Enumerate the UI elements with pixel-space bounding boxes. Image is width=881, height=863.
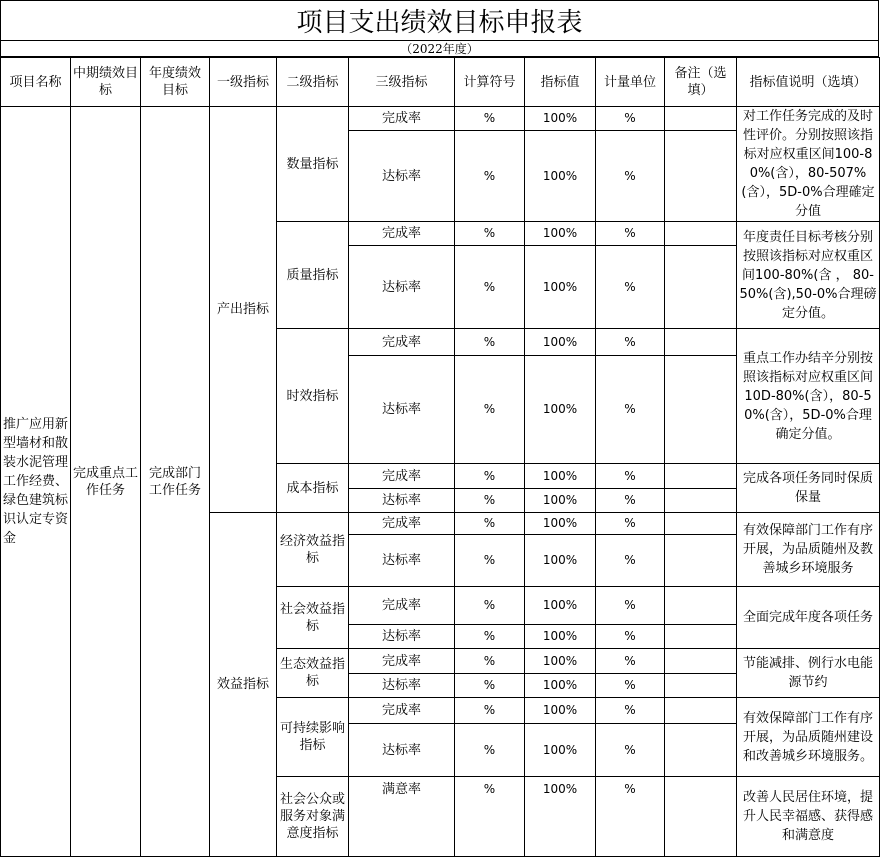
unit-cell: %	[596, 356, 665, 464]
level3-cell: 完成率	[349, 329, 455, 356]
symbol-cell: %	[455, 587, 525, 625]
value-cell: 100%	[525, 464, 596, 489]
value-cell: 100%	[525, 724, 596, 777]
level2-timeliness-cell: 时效指标	[277, 329, 349, 464]
remark-cell	[665, 489, 737, 513]
sheet-title: 项目支出绩效目标申报表	[0, 0, 879, 40]
symbol-cell: %	[455, 513, 525, 535]
header-cell: 指标值	[525, 58, 596, 107]
level3-cell: 达标率	[349, 535, 455, 587]
value-cell: 100%	[525, 222, 596, 246]
desc-social-cell: 全面完成年度各项任务	[737, 587, 880, 649]
remark-cell	[665, 356, 737, 464]
level3-cell: 满意率	[349, 777, 455, 857]
symbol-cell: %	[455, 356, 525, 464]
symbol-cell: %	[455, 649, 525, 674]
unit-cell: %	[596, 222, 665, 246]
value-cell: 100%	[525, 674, 596, 698]
value-cell: 100%	[525, 131, 596, 222]
unit-cell: %	[596, 464, 665, 489]
value-cell: 100%	[525, 535, 596, 587]
unit-cell: %	[596, 777, 665, 857]
desc-quality-cell: 年度责任目标考核分别按照该指标对应权重区间100-80%(含 ， 80-50%(含),50-0%合理磅定分值。	[737, 222, 880, 329]
remark-cell	[665, 724, 737, 777]
remark-cell	[665, 513, 737, 535]
value-cell: 100%	[525, 649, 596, 674]
level3-cell: 完成率	[349, 107, 455, 131]
remark-cell	[665, 674, 737, 698]
desc-timeliness-cell: 重点工作办结辛分别按照该指标对应权重区间10D-80%(含），80-50%(含），5D-0%合理确定分值。	[737, 329, 880, 464]
level3-cell: 完成率	[349, 513, 455, 535]
level2-economic-cell: 经济效益指标	[277, 513, 349, 587]
value-cell: 100%	[525, 698, 596, 724]
level2-ecological-cell: 生态效益指标	[277, 649, 349, 698]
header-cell: 项目名称	[1, 58, 71, 107]
symbol-cell: %	[455, 724, 525, 777]
symbol-cell: %	[455, 222, 525, 246]
symbol-cell: %	[455, 535, 525, 587]
header-cell: 计量单位	[596, 58, 665, 107]
symbol-cell: %	[455, 329, 525, 356]
level3-cell: 达标率	[349, 246, 455, 329]
remark-cell	[665, 246, 737, 329]
indicator-table	[0, 57, 880, 857]
midterm-goal-cell: 完成重点工作任务	[71, 107, 141, 857]
remark-cell	[665, 777, 737, 857]
symbol-cell: %	[455, 698, 525, 724]
annual-goal-cell: 完成部门工作任务	[141, 107, 210, 857]
level1-output-cell: 产出指标	[210, 107, 277, 513]
header-cell: 年度绩效目标	[141, 58, 210, 107]
unit-cell: %	[596, 698, 665, 724]
value-cell: 100%	[525, 587, 596, 625]
header-cell: 计算符号	[455, 58, 525, 107]
level2-satisfaction-cell: 社会公众或服务对象满意度指标	[277, 777, 349, 857]
level3-cell: 达标率	[349, 131, 455, 222]
level3-cell: 达标率	[349, 724, 455, 777]
desc-quantity-cell: 对工作任务完成的及时性评价。分别按照该指标对应权重区间100-80%(含），80-507%(含），5D-0%合理確定分值	[737, 107, 880, 222]
unit-cell: %	[596, 131, 665, 222]
unit-cell: %	[596, 513, 665, 535]
desc-sustainable-cell: 有效保障部门工作有序开展，为品质随州建设和改善城乡环境服务。	[737, 698, 880, 777]
remark-cell	[665, 587, 737, 625]
level3-cell: 完成率	[349, 649, 455, 674]
header-cell: 一级指标	[210, 58, 277, 107]
symbol-cell: %	[455, 777, 525, 857]
symbol-cell: %	[455, 246, 525, 329]
value-cell: 100%	[525, 329, 596, 356]
symbol-cell: %	[455, 625, 525, 649]
symbol-cell: %	[455, 464, 525, 489]
remark-cell	[665, 625, 737, 649]
level2-sustainable-cell: 可持续影响指标	[277, 698, 349, 777]
value-cell: 100%	[525, 107, 596, 131]
remark-cell	[665, 329, 737, 356]
symbol-cell: %	[455, 489, 525, 513]
level3-cell: 完成率	[349, 587, 455, 625]
unit-cell: %	[596, 246, 665, 329]
level2-cost-cell: 成本指标	[277, 464, 349, 513]
level2-quantity-cell: 数量指标	[277, 107, 349, 222]
header-cell: 指标值说明（选填）	[737, 58, 880, 107]
sheet-subtitle: （2022年度）	[0, 40, 879, 57]
value-cell: 100%	[525, 356, 596, 464]
level2-social-cell: 社会效益指标	[277, 587, 349, 649]
desc-cost-cell: 完成各项任务同时保质保量	[737, 464, 880, 513]
symbol-cell: %	[455, 131, 525, 222]
remark-cell	[665, 107, 737, 131]
value-cell: 100%	[525, 489, 596, 513]
level3-cell: 完成率	[349, 464, 455, 489]
unit-cell: %	[596, 329, 665, 356]
level1-benefit-cell: 效益指标	[210, 513, 277, 857]
level3-cell: 达标率	[349, 489, 455, 513]
table-header-row	[1, 58, 880, 107]
level3-cell: 完成率	[349, 698, 455, 724]
remark-cell	[665, 131, 737, 222]
level3-cell: 达标率	[349, 356, 455, 464]
unit-cell: %	[596, 489, 665, 513]
unit-cell: %	[596, 535, 665, 587]
unit-cell: %	[596, 724, 665, 777]
desc-ecological-cell: 节能减排、例行水电能源节约	[737, 649, 880, 698]
unit-cell: %	[596, 625, 665, 649]
level3-cell: 完成率	[349, 222, 455, 246]
level2-quality-cell: 质量指标	[277, 222, 349, 329]
remark-cell	[665, 222, 737, 246]
header-cell: 二级指标	[277, 58, 349, 107]
value-cell: 100%	[525, 513, 596, 535]
unit-cell: %	[596, 649, 665, 674]
value-cell: 100%	[525, 777, 596, 857]
value-cell: 100%	[525, 625, 596, 649]
project-name-cell: 推广应用新型墙材和散装水泥管理工作经费、绿色建筑标识认定专资金	[1, 107, 71, 857]
remark-cell	[665, 464, 737, 489]
table-row	[1, 107, 880, 131]
symbol-cell: %	[455, 674, 525, 698]
level3-cell: 达标率	[349, 674, 455, 698]
header-cell: 中期绩效目标	[71, 58, 141, 107]
symbol-cell: %	[455, 107, 525, 131]
unit-cell: %	[596, 107, 665, 131]
desc-economic-cell: 有效保障部门工作有序开展，为品质随州及教善城乡环境服务	[737, 513, 880, 587]
remark-cell	[665, 649, 737, 674]
header-cell: 备注（选填）	[665, 58, 737, 107]
remark-cell	[665, 535, 737, 587]
unit-cell: %	[596, 587, 665, 625]
level3-cell: 达标率	[349, 625, 455, 649]
unit-cell: %	[596, 674, 665, 698]
header-cell: 三级指标	[349, 58, 455, 107]
value-cell: 100%	[525, 246, 596, 329]
remark-cell	[665, 698, 737, 724]
desc-satisfaction-cell: 改善人民居住环境，提升人民幸福感、获得感和满意度	[737, 777, 880, 857]
